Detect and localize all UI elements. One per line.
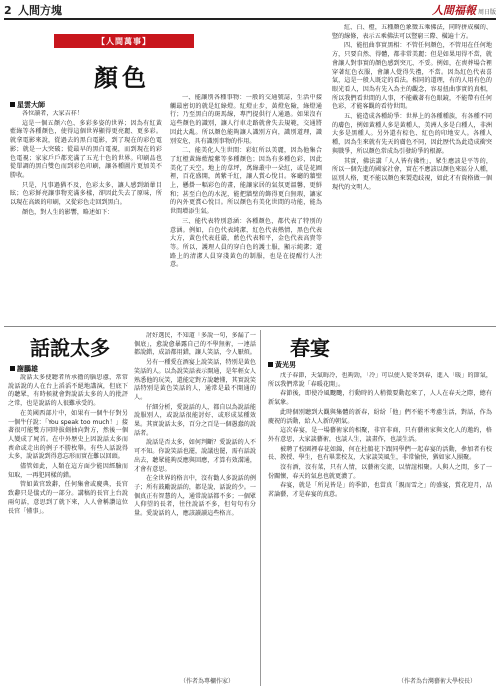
author-name: 星雲大師 <box>17 101 45 109</box>
article-title: 顏色 <box>94 63 150 92</box>
author-name: 謝鵬雄 <box>17 365 38 373</box>
paragraph: 說話太多使聽者所承擔的腦思慮，常常說話說的人在台上滔滔不絕地講演，但底下的聽眾，有時候就會對說話太多的人的批評之常，也是說話的人很難承受的。 <box>8 374 128 408</box>
masthead <box>432 2 496 18</box>
paragraph: 一、能讓別各種事物：一般的交通號誌，生活中接觸最密切的就是紅綠燈。紅燈止步，黃燈危險，綠燈通行；乃至黑白的斑馬線，專門提供行人通過。如果沒有這些顏色的識別，讓人行車走路就會失去規範，交通將因此大亂。所以顏色能夠讓人識別方向，識別道理，識別安危，具有識別事物的作用。 <box>170 94 322 145</box>
paragraph: 沒有酒，沒有菜，只有人情，以藝術交流，以情誼相聚。人與人之間，多了一份關懷，春天的氣息也就更濃了。 <box>268 464 492 480</box>
author-credit: （作者為專欄作家） <box>180 678 235 685</box>
paragraph: 被聘了校園裡春花如錦，何在杜鵑花下跟同學們一起春宴的活動，參加者有校長、教授、學生，也有畢業校友，大家談笑風生，非常愉快，猶如家人團聚。 <box>268 445 492 462</box>
paragraph: 在美國西部片中，如果有一個牛仔對另一個牛仔說：「You speak too much！」接著很可能雙方同時拔劍抽向對方，然後一個人變成了屍首。在中外歷史上因說話太多而喪命或走出的例子不勝枚舉。有些人話說得太多，說話說到得意忘形而實在難以回頭。 <box>8 409 128 461</box>
paragraph: 顏色，對人生的影響，略述如下： <box>22 208 114 216</box>
paragraph: 說話是否太多，如何判斷？愛說話的人不可不知。你說笑話也罷，說議也罷，需有話說出去，聽眾能夠反應與回應，才算有效溝通，才會有意思。 <box>134 439 256 473</box>
page-header <box>4 2 496 18</box>
article-title-spring-banquet: 春宴 <box>290 336 330 360</box>
paragraph: 各位讀者，大家吉祥！ <box>22 110 83 117</box>
paragraph: 這次春宴，是一場藝術家的相聚，非官非商，只有藝術家與文化人的邀約，格外有意思，大家談藝術，也談人生，談畫作，也談生活。 <box>268 427 492 443</box>
paragraph: 戊子春節，天氣晦冷，也夠勁，「冷」可以使人從冬到春，進入「暖」的節氣，所以我們常說「春暖花開」。 <box>268 372 492 388</box>
article-title-too-much-talk: 話說太多 <box>30 336 110 360</box>
paragraph: 紅、白、橙，五種顏色象徵五乘佛法，同時拼成橫的、豎的線條，表示五乘佛法可以豎窮三際、橫遍十方。 <box>332 24 492 40</box>
edition-label: 周日版 <box>477 9 496 16</box>
column-kicker <box>54 34 194 48</box>
byline <box>268 360 296 370</box>
kicker-label: 【人間萬事】 <box>97 36 151 46</box>
paragraph: 二、能美化人生世間：彩虹所以美麗，因為他集合了紅橙黃綠藍靛紫等多種顏色；因為有多種色彩，因此美化了天空。地上的草坪，萬綠叢中一朵紅，或是花圃裡，百花盛開，萬紫千紅，讓人賞心悅目。客廳的牆壁上，懸掛一幅彩色的畫，能讓家居的氣氛更溫馨，更鮮和；甚至白色的水泥，能把牆壁的飾得更白無瑕，讓家的內外更賞心悅目。所以顏色有美化世間的功能，能為世間增添生氣。 <box>170 147 322 216</box>
paragraph: 儘管如此，人類在這方面少能因經驗而知取，一再犯同樣的錯。 <box>8 463 128 479</box>
article3-column <box>268 372 492 672</box>
paragraph: 三、能代表特別意涵：各種顏色，都代表了特別的意涵。例如，白色代表純潔，紅色代表熱情，黑色代表大方，黃色代表莊嚴，藍色代表和平，金色代表高貴等等。所以，護理人員的穿白色的護士服，顯示純潔；道路上的清潔人員穿淺黃色的制服，也是在提醒行人注意。 <box>170 217 322 269</box>
byline-square-icon <box>268 362 273 367</box>
byline <box>10 364 38 374</box>
page-number: 2 <box>4 3 12 17</box>
byline-square-icon <box>10 366 15 371</box>
paragraph: 在全世界的格言中，沒有勸人多說話的例子；所有鼓勵說話的，都是說，話說的少。一個真正有智慧的人，通常說話都不多；一個眾人仰望的長者，往往說話不多，但句句有分量。愛說話的人，應該讀讀這些格言。 <box>134 475 256 518</box>
paragraph: 四、能扭曲事實黑相：不管任何顏色，不管用在任何地方，只要自然、得體，都非常美麗；但是如果用得不當，就會讓人對事實的顏色感到突兀、不妥。例如，在喪葬場合裡穿著紅色衣服，會讓人覺得失禮，不當。因為紅色代表喜氣，這是一般人既定的看法。相同的道理，有的人用有色的眼光看人，因為有先入為主的觀念，容易扭曲事實的真相，所以我們看世間的人事，不能戴著有色眼鏡，不能帶有任何色彩，才能客觀的看待世間。 <box>332 42 492 111</box>
article-column-2 <box>170 94 322 320</box>
paragraph: 其實，佛法講「人人皆有佛性」，眾生應該是平等的，所以一個先進的國家社會，實在不應該以顏色來區分人種，區別人格，更不能以顏色來製造歧視，如此才有資格做一個現代的文明人。 <box>332 157 492 191</box>
masthead-logo: 人間福報 <box>431 4 476 17</box>
paragraph: 春節後，即使冷風颼颼，行動時的人稍微要動起來了，人人在春天之際，總有新氣象。 <box>268 390 492 407</box>
paragraph: 這是一個五顏六色、多彩多姿的世界；因為有紅黃藍綠等各種顏色，使得這個世界顯得更亮麗、更多彩。就拿電影來說，從過去的黑白電影，到了現在的彩色電影；就是一大突破；從最早的黑白電視，而到現在的彩色電視；家家戶戶都充滿了五光十色的世界。印刷品也從單調的黑白雙色而到彩色印刷，讓各種圖片更加美不勝收。 <box>10 119 162 179</box>
author-credit: （作者為台灣藝術大學校長） <box>398 678 477 685</box>
paragraph: 討好選民，不知道「多說一句，多漏了一個底」，愈說愈暴露自己的不學無術，一連話都說錯，成語都用錯，讓人笑話，令人厭煩。 <box>134 332 256 357</box>
author-name: 黃光男 <box>275 361 296 369</box>
paragraph: 仔細分析，愛說話的人，都自以為說話能說服別人，或說話很能討好、或形成某種效果。其實說話太多，百分之百是一個愚蠢的說話者。 <box>134 403 256 437</box>
article2-column-1 <box>8 374 128 682</box>
byline <box>10 100 45 110</box>
article2-column-2 <box>134 332 256 672</box>
paragraph: 春宴，就是「所見皆是」的季節，也當真「親而雪之」的盛宴，賞花迎月，品茗論藝，才是春宴的真意。 <box>268 482 492 499</box>
paragraph: 五、能造成各種紛爭：世界上的各種種族，有各種不同的膚色，例如黃種人多是黃種人，美洲人多是白種人，非洲大多是黑種人。另外還有棕色、紅色的印地安人。各種人種，因為生來就有先天的膚色不同，因此歷代為此造成衝突與戰爭，所以顏色常成為引發紛爭的根源。 <box>332 113 492 155</box>
article-column-1 <box>10 110 162 320</box>
article-column-3 <box>332 24 492 320</box>
header-rule <box>4 18 496 20</box>
paragraph: 管如黃官致辭，任何集會或慶典，長官致辭只是儀式的一部分。講稿的長官上台說兩句話，意思到了就下來，人人會稱讚這位長官「懂事」。 <box>8 481 128 515</box>
article-color <box>4 22 496 325</box>
paragraph: 只是，凡事過猶不及，色彩太多，讓人感到頭暈目眩；色彩鮮亮讓事物充滿多樣，卻因此失去了原味，所以現在高級的印刷，又從彩色走回到黑白。 <box>10 181 162 207</box>
section-name: 人間方塊 <box>18 4 62 17</box>
paragraph: 此時個別聽到大觀與集體的新春，紛紛「他」們不能不考慮生活，對話，作為慶祝的活動，給人人新的朝氣。 <box>268 408 492 425</box>
column-divider <box>260 330 261 686</box>
section-divider <box>4 326 496 327</box>
byline-square-icon <box>10 102 15 107</box>
paragraph: 另有一種愛在酒宴上說笑話，特別是黃色笑話的人。以為說笑話表示開通，是年輕女人熟悉他的玩笑，還能定對方說聽懂，其實說笑話特別是黃色笑話的人，通常是最不開通的人。 <box>134 359 256 401</box>
